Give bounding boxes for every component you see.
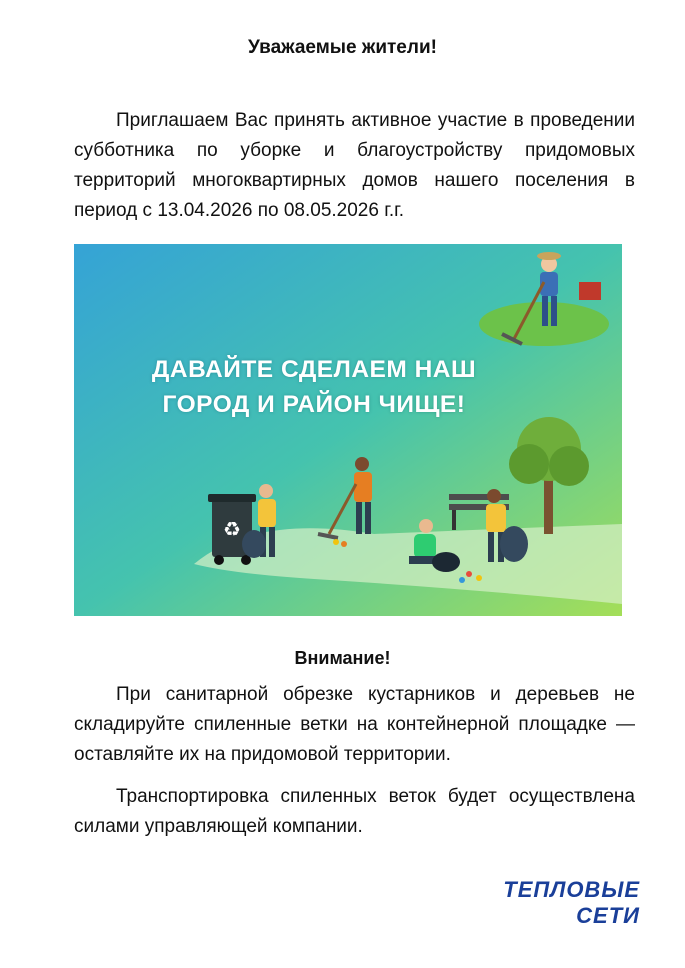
banner-slogan-line-2: ГОРОД И РАЙОН ЧИЩЕ! bbox=[162, 391, 466, 418]
attention-heading: Внимание! bbox=[294, 648, 391, 668]
cleanup-banner bbox=[74, 244, 622, 616]
invitation-paragraph: Приглашаем Вас принять активное участие в проведении субботника по уборке и благоустройству придомовых территорий многоквартирных домов нашего поселения в период с 13.04.2026 по 08.05.2026 г.г. bbox=[74, 110, 635, 221]
banner-illustration bbox=[74, 244, 622, 616]
pruning-notice-paragraph: При санитарной обрезке кустарников и деревьев не складируйте спиленные ветки на контейнерной площадке — оставляйте их на придомовой территории. bbox=[74, 684, 635, 765]
banner-slogan bbox=[74, 352, 554, 422]
svg-text:♻: ♻ bbox=[223, 517, 241, 541]
banner-slogan-line-1: ДАВАЙТЕ СДЕЛАЕМ НАШ bbox=[151, 356, 477, 383]
page-title: Уважаемые жители! bbox=[248, 37, 437, 58]
company-logo: ТЕПЛОВЫЕ СЕТИ bbox=[503, 877, 640, 928]
transport-notice-paragraph: Транспортировка спиленных веток будет осуществлена силами управляющей компании. bbox=[74, 786, 635, 837]
